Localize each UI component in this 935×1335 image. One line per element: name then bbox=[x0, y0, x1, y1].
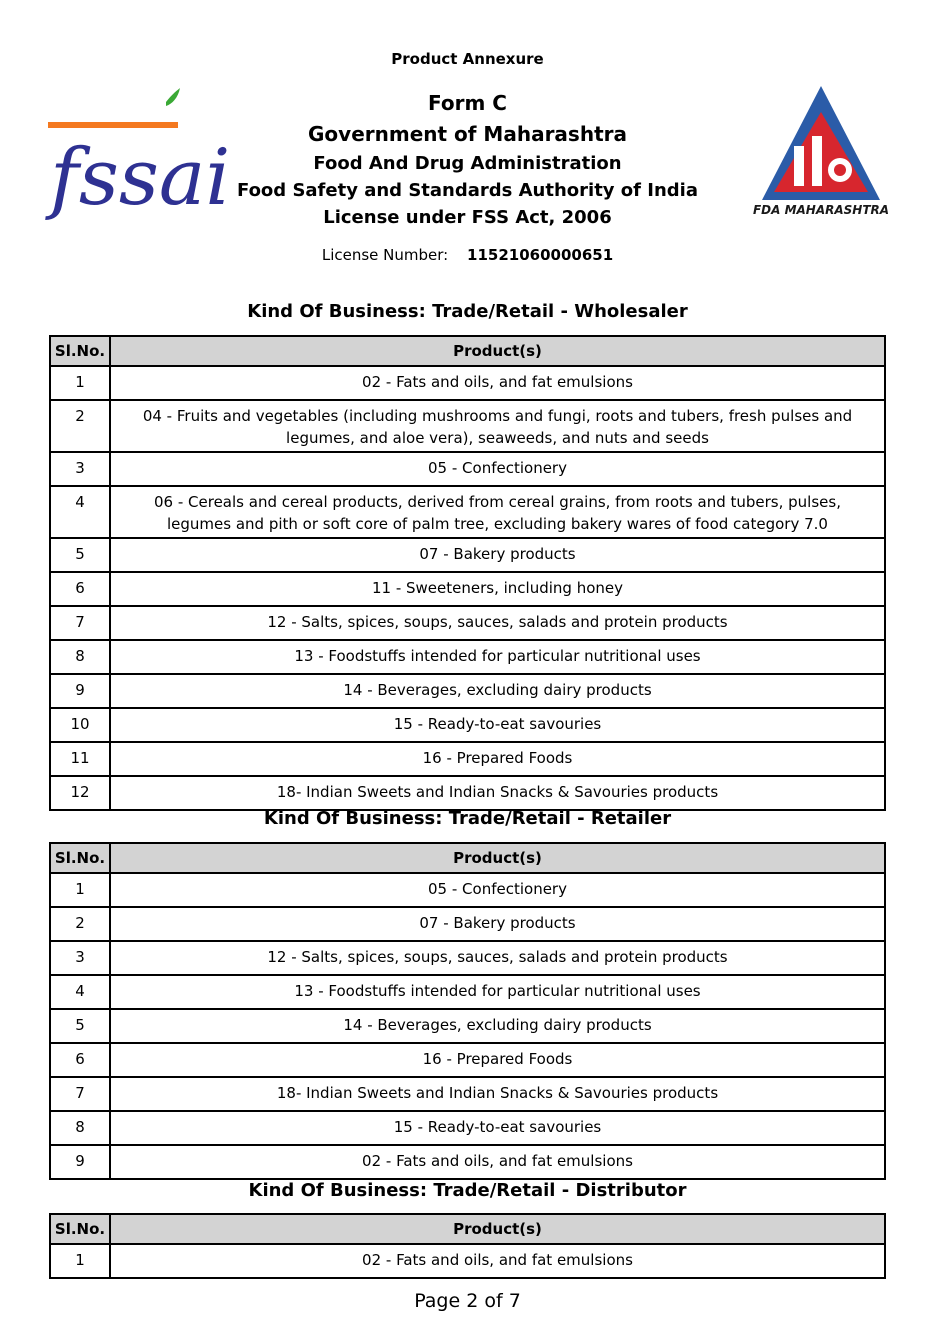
table-row bbox=[50, 606, 885, 640]
table-row bbox=[50, 776, 885, 810]
form-title: Form C bbox=[428, 91, 507, 115]
product-cell: 18- Indian Sweets and Indian Snacks & Savouries products bbox=[110, 1077, 885, 1111]
table-row bbox=[50, 640, 885, 674]
product-cell: 11 - Sweeteners, including honey bbox=[110, 572, 885, 606]
table-row bbox=[50, 538, 885, 572]
table-row bbox=[50, 1145, 885, 1179]
product-cell: 14 - Beverages, excluding dairy products bbox=[110, 1009, 885, 1043]
sl-cell: 5 bbox=[50, 538, 110, 572]
product-cell: 04 - Fruits and vegetables (including mushrooms and fungi, roots and tubers, fresh pulses and legumes, and aloe vera), seaweeds, and nuts and seeds bbox=[110, 400, 885, 452]
table-row bbox=[50, 1077, 885, 1111]
table-row bbox=[50, 941, 885, 975]
act-title: License under FSS Act, 2006 bbox=[323, 207, 612, 228]
product-cell: 13 - Foodstuffs intended for particular nutritional uses bbox=[110, 640, 885, 674]
section-title-distributor: Kind Of Business: Trade/Retail - Distributor bbox=[248, 1180, 687, 1201]
table-row bbox=[50, 1009, 885, 1043]
sl-cell: 4 bbox=[50, 486, 110, 538]
product-cell: 16 - Prepared Foods bbox=[110, 1043, 885, 1077]
sl-cell: 9 bbox=[50, 1145, 110, 1179]
sl-cell: 8 bbox=[50, 1111, 110, 1145]
table-row bbox=[50, 873, 885, 907]
table-row bbox=[50, 452, 885, 486]
distributor-table bbox=[49, 1213, 886, 1279]
sl-cell: 3 bbox=[50, 941, 110, 975]
department-title: Food And Drug Administration bbox=[313, 153, 622, 174]
license-label: License Number: bbox=[321, 246, 449, 264]
sl-cell: 8 bbox=[50, 640, 110, 674]
fssai-wordmark: fssai bbox=[50, 133, 231, 223]
sl-cell: 2 bbox=[50, 400, 110, 452]
product-cell: 14 - Beverages, excluding dairy products bbox=[110, 674, 885, 708]
table-row bbox=[50, 366, 885, 400]
table-row bbox=[50, 1244, 885, 1278]
sl-cell: 4 bbox=[50, 975, 110, 1009]
sl-cell: 5 bbox=[50, 1009, 110, 1043]
fssai-logo bbox=[46, 86, 231, 223]
license-number: 11521060000651 bbox=[467, 246, 614, 264]
table-row bbox=[50, 907, 885, 941]
wholesaler-table bbox=[49, 335, 886, 811]
sl-cell: 12 bbox=[50, 776, 110, 810]
authority-title: Food Safety and Standards Authority of India bbox=[237, 180, 698, 201]
fda-logo-text: FDA MAHARASHTRA bbox=[752, 203, 890, 217]
product-cell: 02 - Fats and oils, and fat emulsions bbox=[110, 366, 885, 400]
product-cell: 16 - Prepared Foods bbox=[110, 742, 885, 776]
product-cell: 02 - Fats and oils, and fat emulsions bbox=[110, 1244, 885, 1278]
table-row bbox=[50, 975, 885, 1009]
product-cell: 02 - Fats and oils, and fat emulsions bbox=[110, 1145, 885, 1179]
sl-cell: 3 bbox=[50, 452, 110, 486]
product-cell: 05 - Confectionery bbox=[110, 873, 885, 907]
table-row bbox=[50, 742, 885, 776]
table-row bbox=[50, 486, 885, 538]
fssai-leaf-icon bbox=[166, 88, 180, 106]
sl-header: Sl.No. bbox=[50, 1214, 110, 1244]
product-cell: 07 - Bakery products bbox=[110, 538, 885, 572]
table-row bbox=[50, 708, 885, 742]
product-cell: 15 - Ready-to-eat savouries bbox=[110, 1111, 885, 1145]
sl-cell: 10 bbox=[50, 708, 110, 742]
page-number: Page 2 of 7 bbox=[414, 1290, 521, 1312]
sl-cell: 9 bbox=[50, 674, 110, 708]
sl-cell: 6 bbox=[50, 572, 110, 606]
fda-maharashtra-logo bbox=[752, 84, 890, 220]
product-header: Product(s) bbox=[110, 843, 885, 873]
sl-cell: 7 bbox=[50, 1077, 110, 1111]
table-row bbox=[50, 400, 885, 452]
sl-cell: 1 bbox=[50, 873, 110, 907]
product-header: Product(s) bbox=[110, 1214, 885, 1244]
sl-header: Sl.No. bbox=[50, 336, 110, 366]
government-title: Government of Maharashtra bbox=[308, 122, 627, 146]
product-cell: 12 - Salts, spices, soups, sauces, salads and protein products bbox=[110, 606, 885, 640]
section-title-retailer: Kind Of Business: Trade/Retail - Retailer bbox=[263, 808, 672, 829]
license-line bbox=[0, 246, 935, 264]
sl-cell: 2 bbox=[50, 907, 110, 941]
product-cell: 18- Indian Sweets and Indian Snacks & Savouries products bbox=[110, 776, 885, 810]
product-cell: 15 - Ready-to-eat savouries bbox=[110, 708, 885, 742]
table-header-row bbox=[50, 1214, 885, 1244]
sl-cell: 1 bbox=[50, 366, 110, 400]
retailer-table bbox=[49, 842, 886, 1180]
table-row bbox=[50, 1043, 885, 1077]
fssai-orange-stripe bbox=[48, 122, 178, 128]
table-header-row bbox=[50, 336, 885, 366]
product-cell: 12 - Salts, spices, soups, sauces, salads and protein products bbox=[110, 941, 885, 975]
product-cell: 06 - Cereals and cereal products, derived from cereal grains, from roots and tubers, pulses, legumes and pith or soft core of palm tree, excluding bakery wares of food category 7.0 bbox=[110, 486, 885, 538]
annexure-heading: Product Annexure bbox=[391, 50, 544, 68]
sl-cell: 7 bbox=[50, 606, 110, 640]
product-cell: 05 - Confectionery bbox=[110, 452, 885, 486]
product-header: Product(s) bbox=[110, 336, 885, 366]
sl-cell: 11 bbox=[50, 742, 110, 776]
product-cell: 07 - Bakery products bbox=[110, 907, 885, 941]
section-title-wholesaler: Kind Of Business: Trade/Retail - Wholesaler bbox=[247, 301, 688, 322]
table-header-row bbox=[50, 843, 885, 873]
sl-cell: 1 bbox=[50, 1244, 110, 1278]
product-cell: 13 - Foodstuffs intended for particular nutritional uses bbox=[110, 975, 885, 1009]
table-row bbox=[50, 572, 885, 606]
sl-header: Sl.No. bbox=[50, 843, 110, 873]
sl-cell: 6 bbox=[50, 1043, 110, 1077]
title-block bbox=[200, 88, 735, 231]
table-row bbox=[50, 1111, 885, 1145]
table-row bbox=[50, 674, 885, 708]
